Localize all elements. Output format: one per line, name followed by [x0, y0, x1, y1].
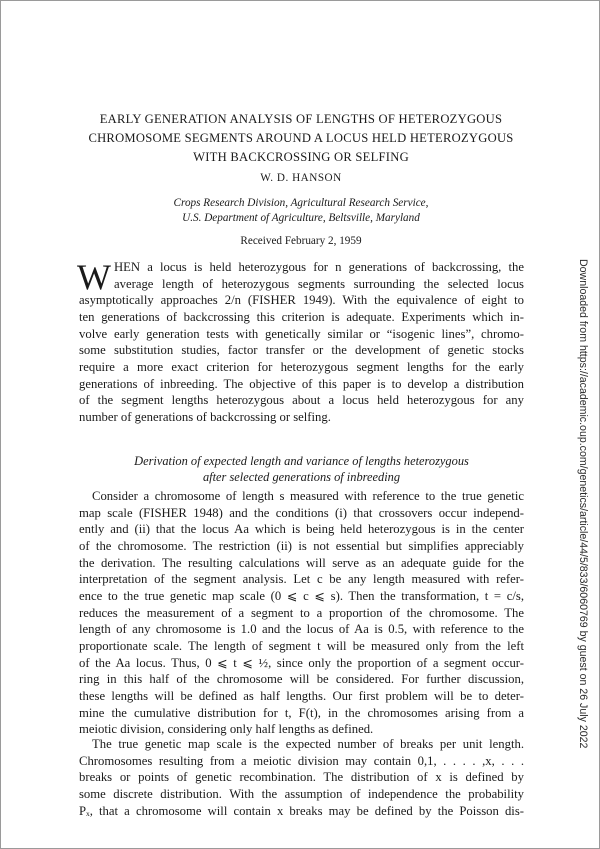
text-line: ently and (ii) that the locus Aa which is being held heterozygous is in the center — [79, 522, 524, 537]
breaks-paragraph — [79, 736, 524, 819]
text-line: some substitution studies, factor transfer or the development of genetic stocks — [79, 343, 524, 358]
affiliation-line: Crops Research Division, Agricultural Research Service, — [173, 197, 429, 209]
text-line: The true genetic map scale is the expected number of breaks per unit length. — [92, 737, 524, 751]
title-line: CHROMOSOME SEGMENTS AROUND A LOCUS HELD HETEROZYGOUS — [88, 131, 514, 145]
text-line: volve early generation tests with genetically similar or “isogenic lines”, chromo- — [79, 326, 524, 341]
watermark-text: Downloaded from https://academic.oup.com/genetics/article/44/5/833/6060769 by guest on 26 July 2022 — [577, 259, 589, 749]
text-line: require a more exact criterion for heterozygous segment lengths for the early — [79, 359, 524, 374]
author-affiliation — [61, 196, 541, 225]
section-heading — [79, 453, 524, 485]
text-line: Chromosomes resulting from a meiotic division may contain 0,1, . . . . ,x, . . . — [79, 753, 524, 768]
text-line: of the Aa locus. Thus, 0 ⩽ t ⩽ ½, since only the proportion of a segment occur- — [79, 655, 524, 670]
text-line: HEN a locus is held heterozygous for n generations of backcrossing, the — [113, 260, 524, 274]
text-line: proportionate scale. The length of segment t will be measured only from the left — [79, 638, 524, 653]
text-line: asymptotically approaches 2/n (FISHER 1949). With the equivalence of eight to — [79, 293, 524, 308]
text-line: number of generations of backcrossing or selfing. — [79, 409, 331, 424]
text-line: ence to the true genetic map scale (0 ⩽ c ⩽ s). Then the transformation, t = c/s, — [79, 588, 524, 603]
received-date: Received February 2, 1959 — [240, 235, 362, 247]
text-line: interpretation of the segment analysis. Let c be any length measured with refer- — [79, 572, 524, 587]
heading-line: Derivation of expected length and variance of lengths heterozygous — [134, 454, 469, 468]
text-line: the derivation. The resulting calculations will serve as an adequate guide for the — [79, 555, 524, 570]
text-line: mine the cumulative distribution for t, F(t), in the chromosomes arising from a — [79, 705, 524, 720]
text-line: breaks or points of genetic recombination. The distribution of x is defined by — [79, 770, 524, 785]
text-line: average length of heterozygous segments surrounding the selected locus — [113, 276, 524, 291]
text-line: Pₓ, that a chromosome will contain x breaks may be defined by the Poisson dis- — [79, 803, 524, 818]
text-line: Consider a chromosome of length s measured with reference to the true genetic — [92, 489, 524, 503]
text-line: length of any chromosome is 1.0 and the locus of Aa is 0.5, with reference to the — [79, 622, 524, 637]
text-line: reduces the measurement of a segment to a proportion of the chromosome. The — [79, 605, 524, 620]
text-line: of the segment lengths heterozygous about a locus held heterozygous for any — [79, 393, 524, 408]
heading-line: after selected generations of inbreeding — [202, 470, 401, 484]
text-line: ten generations of backcrossing this criterion is adequate. Experiments which in- — [79, 309, 524, 324]
intro-paragraph — [79, 259, 524, 426]
text-line: these lengths will be defined as half lengths. Our first problem will be to deter- — [79, 688, 524, 703]
text-line: generations of inbreeding. The objective of this paper is to develop a distribution — [79, 376, 524, 391]
drop-cap: W — [77, 257, 111, 297]
title-line: WITH BACKCROSSING OR SELFING — [193, 150, 409, 164]
text-line: meiotic division, considering only half lengths as defined. — [79, 722, 374, 737]
text-line: ring in this half of the chromosome will be considered. For further discussion, — [79, 672, 524, 687]
affiliation-line: U.S. Department of Agriculture, Beltsville, Maryland — [182, 211, 420, 224]
paper-title — [61, 110, 541, 167]
author-name: W. D. HANSON — [260, 172, 342, 184]
title-line: EARLY GENERATION ANALYSIS OF LENGTHS OF HETEROZYGOUS — [99, 112, 503, 126]
derivation-paragraph — [79, 488, 524, 738]
text-line: some discrete distribution. With the assumption of independence the probability — [79, 786, 524, 801]
text-line: map scale (FISHER 1948) and the conditions (i) that crossovers occur independ- — [79, 505, 524, 520]
text-line: of the chromosome. The restriction (ii) is not essential but simplifies appreciably — [79, 538, 524, 553]
